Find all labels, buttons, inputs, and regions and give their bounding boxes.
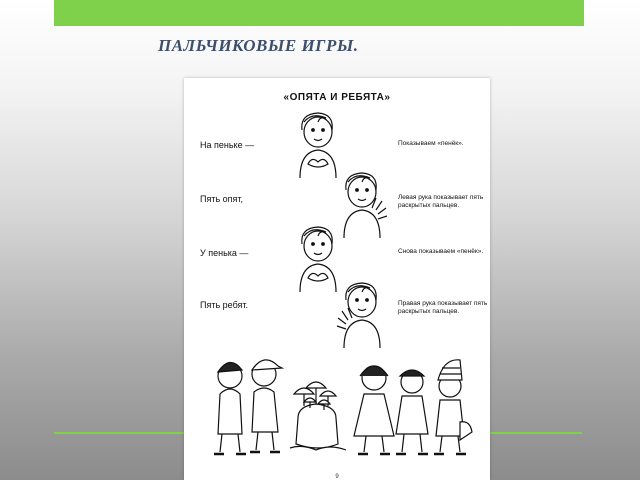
boy-figure-4-icon bbox=[332, 278, 392, 350]
verse-note-2: Левая рука показывает пять раскрытых пальцев. bbox=[398, 194, 484, 209]
book-page bbox=[184, 78, 490, 480]
verse-line-4: Пять ребят. bbox=[200, 300, 249, 310]
slide-title: ПАЛЬЧИКОВЫЕ ИГРЫ. bbox=[158, 36, 359, 55]
top-accent-bar bbox=[54, 0, 584, 26]
verse-note-4: Правая рука показывает пять раскрытых пальцев. bbox=[398, 300, 488, 315]
bottom-accent-line-left bbox=[54, 432, 184, 434]
verse-line-1: На пеньке — bbox=[200, 140, 255, 150]
kids-and-mushrooms-illustration-icon bbox=[198, 348, 478, 468]
page-title: «ОПЯТА И РЕБЯТА» bbox=[283, 92, 391, 103]
page-number: 9 bbox=[335, 474, 339, 480]
verse-line-3: У пенька — bbox=[200, 248, 249, 258]
verse-note-1: Показываем «пенёк». bbox=[398, 140, 464, 147]
verse-note-3: Снова показываем «пенёк». bbox=[398, 248, 484, 255]
bottom-accent-line-right bbox=[488, 432, 582, 434]
verse-line-2: Пять опят, bbox=[200, 194, 244, 204]
